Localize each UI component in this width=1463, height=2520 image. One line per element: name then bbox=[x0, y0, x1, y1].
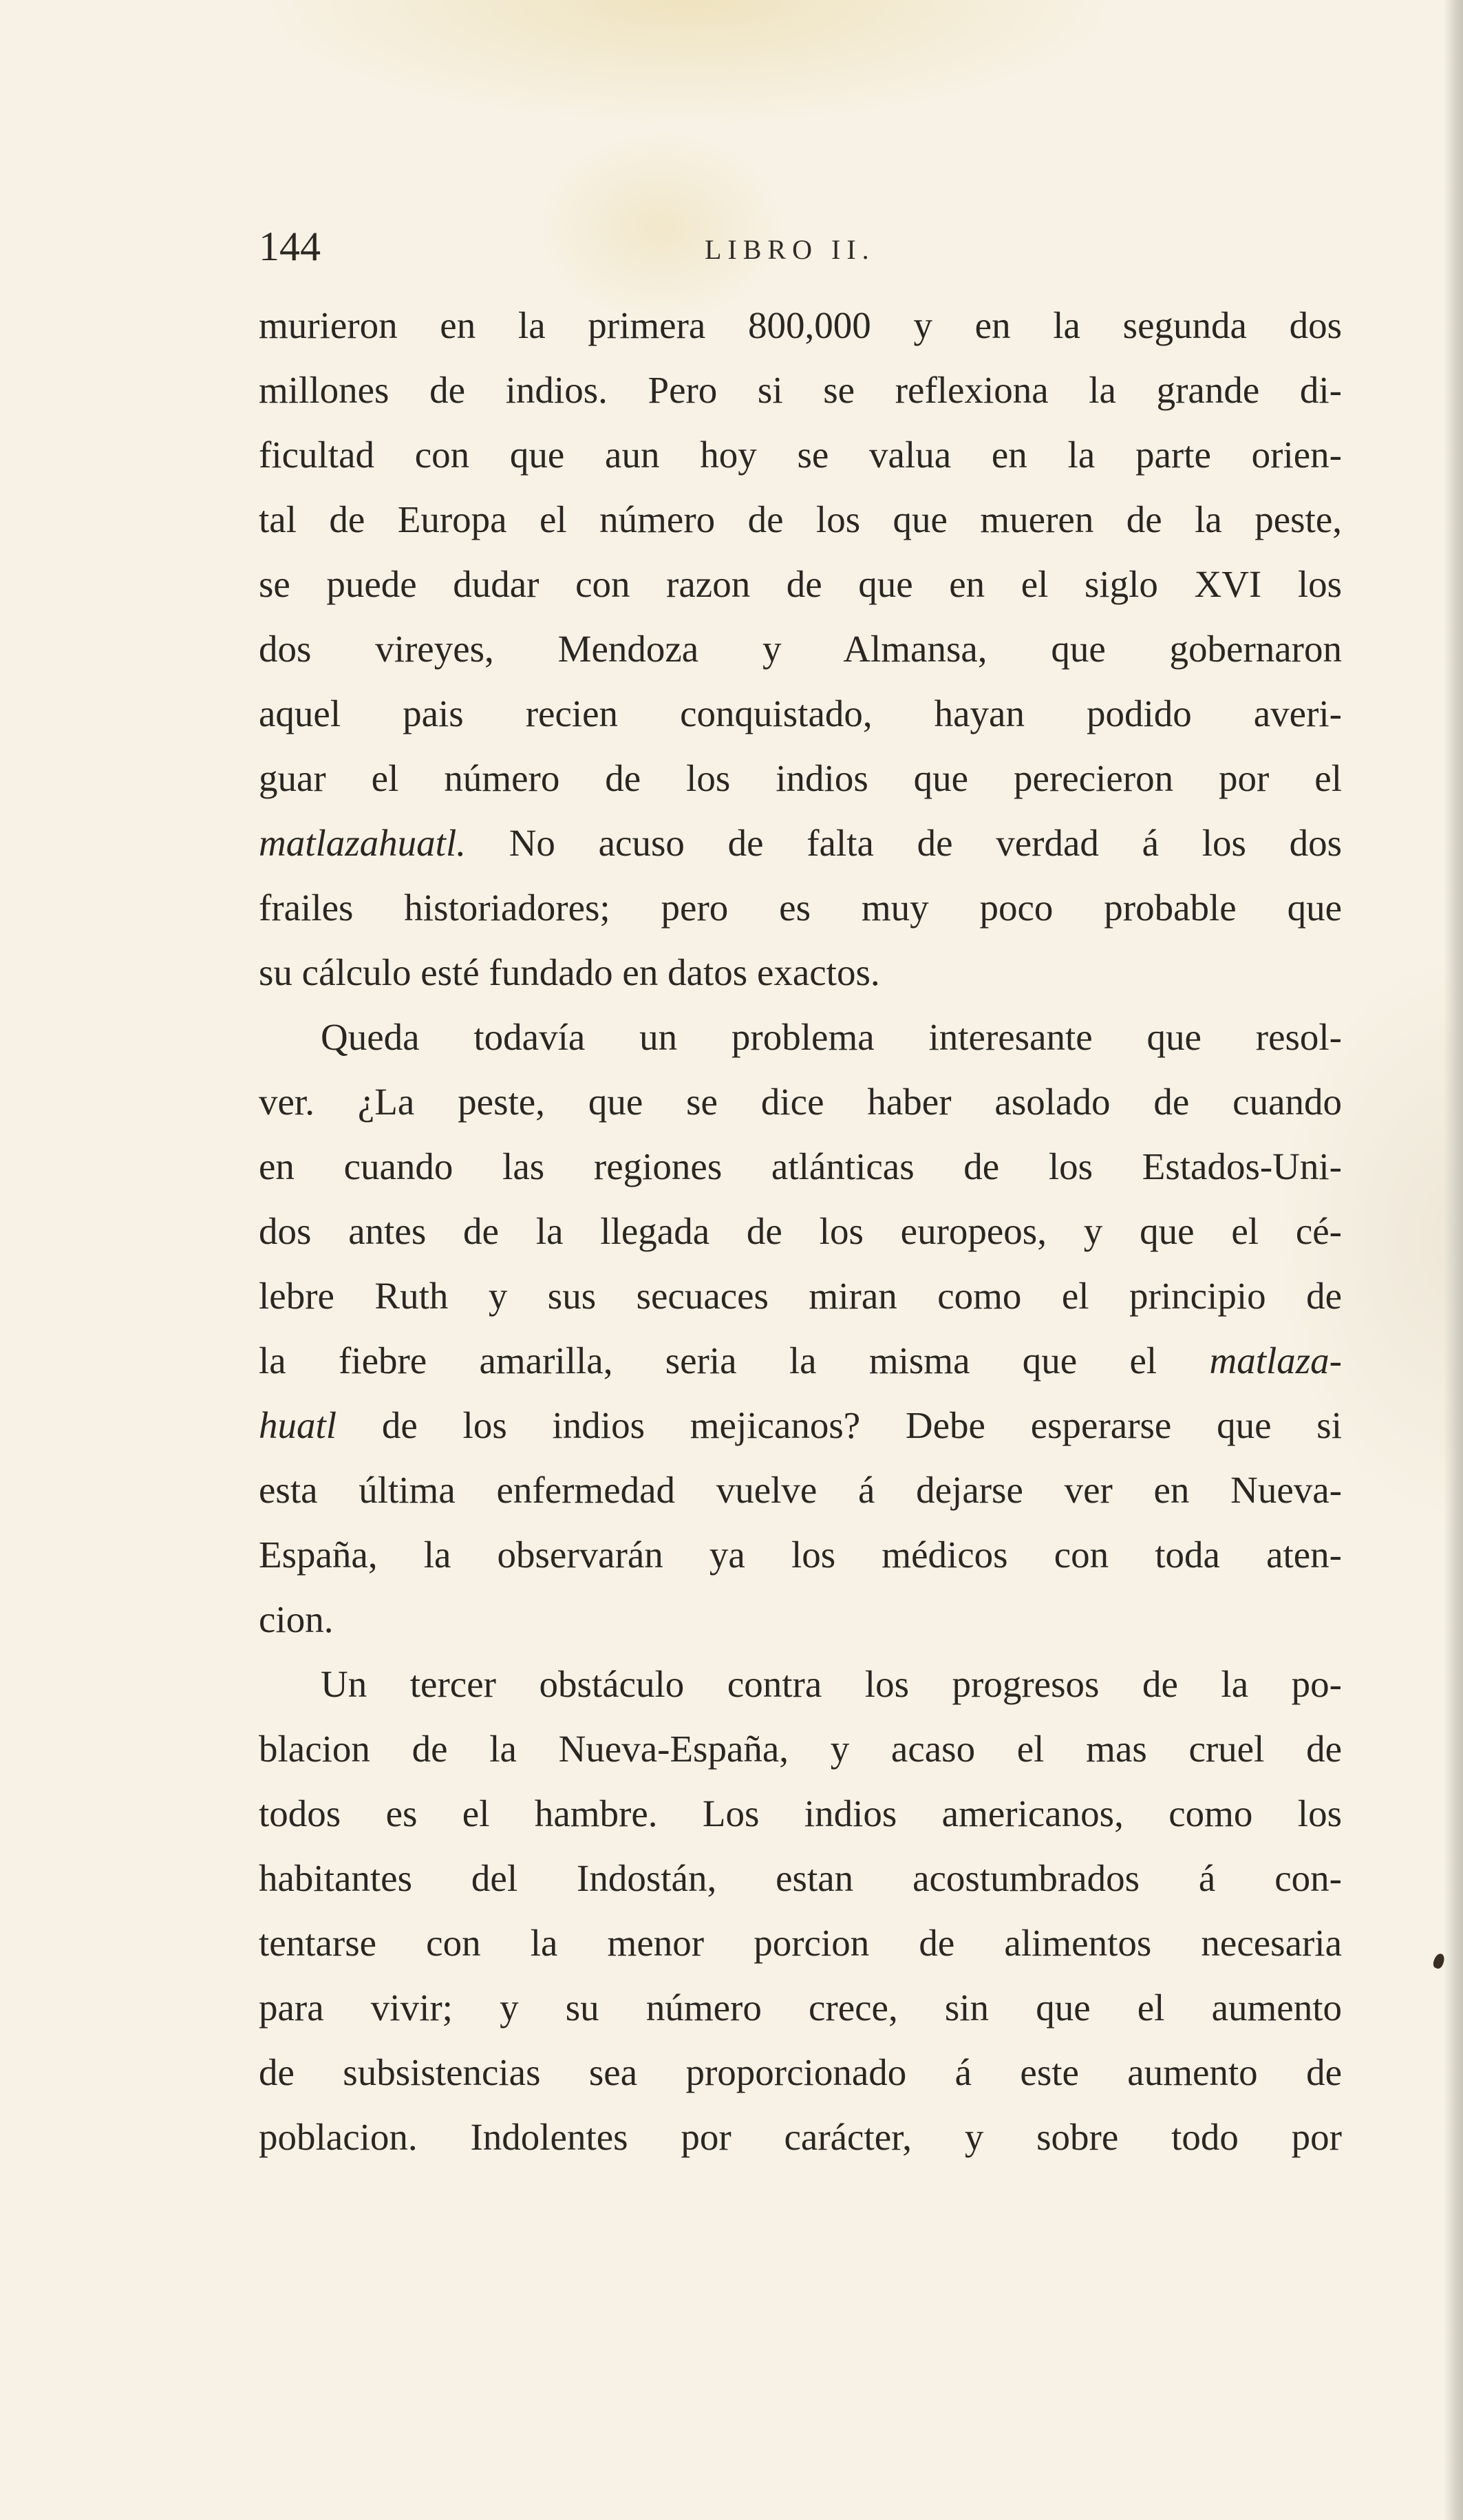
text-line: frailes historiadores; pero es muy poco probable que bbox=[259, 887, 1342, 929]
text-line: blacion de la Nueva-España, y acaso el mas cruel de bbox=[259, 1728, 1342, 1770]
italic-term: matlazahuatl. bbox=[259, 822, 466, 864]
page-edge-shadow bbox=[1444, 0, 1463, 2520]
text-line: murieron en la primera 800,000 y en la segunda dos bbox=[259, 304, 1342, 346]
text-line: ficultad con que aun hoy se valua en la parte orien- bbox=[259, 434, 1342, 476]
text-line: tentarse con la menor porcion de alimentos necesaria bbox=[259, 1922, 1342, 1964]
text-line: esta última enfermedad vuelve á dejarse ver en Nueva- bbox=[259, 1469, 1342, 1511]
text-line: de subsistencias sea proporcionado á este aumento de bbox=[259, 2051, 1342, 2093]
italic-term: huatl bbox=[259, 1404, 337, 1446]
text-line: aquel pais recien conquistado, hayan podido averi- bbox=[259, 692, 1342, 734]
text-line: cion. bbox=[259, 1598, 334, 1640]
text-line: dos antes de la llegada de los europeos, y que el cé- bbox=[259, 1210, 1342, 1252]
body-text bbox=[259, 293, 1342, 2170]
text-line: la fiebre amarilla, seria la misma que el matlaza- bbox=[259, 1340, 1342, 1381]
text-line: huatl de los indios mejicanos? Debe esperarse que si bbox=[259, 1404, 1342, 1446]
running-head: LIBRO II. bbox=[705, 234, 875, 265]
text-line: se puede dudar con razon de que en el siglo XVI los bbox=[259, 563, 1342, 605]
text-line: para vivir; y su número crece, sin que el aumento bbox=[259, 1987, 1342, 2029]
text-line: dos vireyes, Mendoza y Almansa, que gobernaron bbox=[259, 628, 1342, 670]
text-line: España, la observarán ya los médicos con toda aten- bbox=[259, 1534, 1342, 1576]
page-header bbox=[259, 219, 1342, 274]
text-line: habitantes del Indostán, estan acostumbrados á con- bbox=[259, 1857, 1342, 1899]
text-line: guar el número de los indios que perecieron por el bbox=[259, 757, 1342, 799]
text-line: poblacion. Indolentes por carácter, y sobre todo por bbox=[259, 2116, 1342, 2158]
text-line: Un tercer obstáculo contra los progresos de la po- bbox=[321, 1663, 1342, 1705]
text-line: ver. ¿La peste, que se dice haber asolado de cuando bbox=[259, 1081, 1342, 1123]
text-line: su cálculo esté fundado en datos exactos. bbox=[259, 951, 880, 993]
text-line: Queda todavía un problema interesante que resol- bbox=[321, 1016, 1342, 1058]
text-line: matlazahuatl. No acuso de falta de verdad á los dos bbox=[259, 822, 1342, 864]
text-line: todos es el hambre. Los indios americanos, como los bbox=[259, 1792, 1342, 1834]
text-line: lebre Ruth y sus secuaces miran como el principio de bbox=[259, 1275, 1342, 1317]
page-number: 144 bbox=[259, 224, 321, 269]
italic-term: matlaza- bbox=[1209, 1340, 1342, 1381]
text-line: millones de indios. Pero si se reflexiona la grande di- bbox=[259, 369, 1342, 411]
text-line: en cuando las regiones atlánticas de los Estados-Uni- bbox=[259, 1145, 1342, 1187]
text-line: tal de Europa el número de los que mueren de la peste, bbox=[259, 498, 1342, 540]
